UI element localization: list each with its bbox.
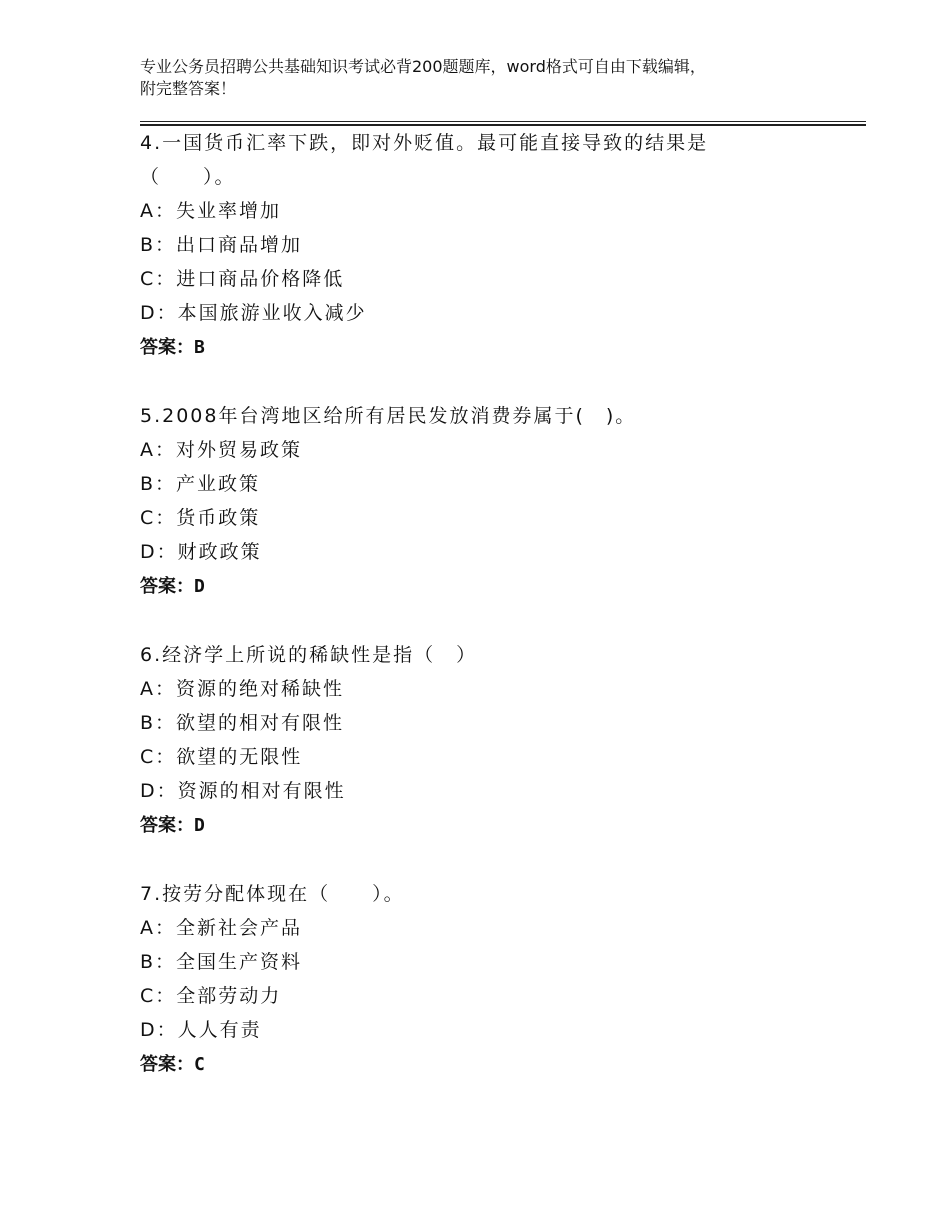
answer-line xyxy=(140,331,205,365)
header-divider-thin xyxy=(140,121,866,122)
option-c: C：货币政策 xyxy=(140,507,261,529)
question-stem: 4.一国货币汇率下跌，即对外贬值。最可能直接导致的结果是 xyxy=(140,132,709,154)
option-d: D：人人有责 xyxy=(140,1019,262,1041)
option-c: C：进口商品价格降低 xyxy=(140,268,345,290)
option-a: A：失业率增加 xyxy=(140,200,281,222)
option-a: A：资源的绝对稀缺性 xyxy=(140,678,344,700)
option-c: C：全部劳动力 xyxy=(140,985,282,1007)
answer-value: B xyxy=(194,337,205,358)
option-b: B：产业政策 xyxy=(140,473,261,495)
answer-value: D xyxy=(194,815,205,836)
answer-line xyxy=(140,809,205,843)
answer-label: 答案： xyxy=(140,576,194,597)
answer-label: 答案： xyxy=(140,1054,194,1075)
document-header xyxy=(140,56,820,100)
question-stem: 5.2008年台湾地区给所有居民发放消费券属于( )。 xyxy=(140,405,637,427)
option-b: B：出口商品增加 xyxy=(140,234,303,256)
answer-line xyxy=(140,1048,205,1082)
option-d: D：本国旅游业收入减少 xyxy=(140,302,367,324)
question-stem: 7.按劳分配体现在（ ）。 xyxy=(140,883,405,905)
answer-label: 答案： xyxy=(140,815,194,836)
header-line-1: 专业公务员招聘公共基础知识考试必背200题题库，word格式可自由下载编辑， xyxy=(140,57,706,76)
question-stem-cont: （ ）。 xyxy=(140,166,236,188)
option-a: A：对外贸易政策 xyxy=(140,439,302,461)
question-stem: 6.经济学上所说的稀缺性是指（ ） xyxy=(140,644,478,666)
option-a: A：全新社会产品 xyxy=(140,917,302,939)
answer-value: D xyxy=(194,576,205,597)
option-b: B：欲望的相对有限性 xyxy=(140,712,345,734)
option-b: B：全国生产资料 xyxy=(140,951,303,973)
option-c: C：欲望的无限性 xyxy=(140,746,303,768)
answer-line xyxy=(140,570,205,604)
answer-value: C xyxy=(194,1054,205,1075)
option-d: D：财政政策 xyxy=(140,541,262,563)
option-d: D：资源的相对有限性 xyxy=(140,780,346,802)
answer-label: 答案： xyxy=(140,337,194,358)
header-line-2: 附完整答案！ xyxy=(140,79,237,98)
